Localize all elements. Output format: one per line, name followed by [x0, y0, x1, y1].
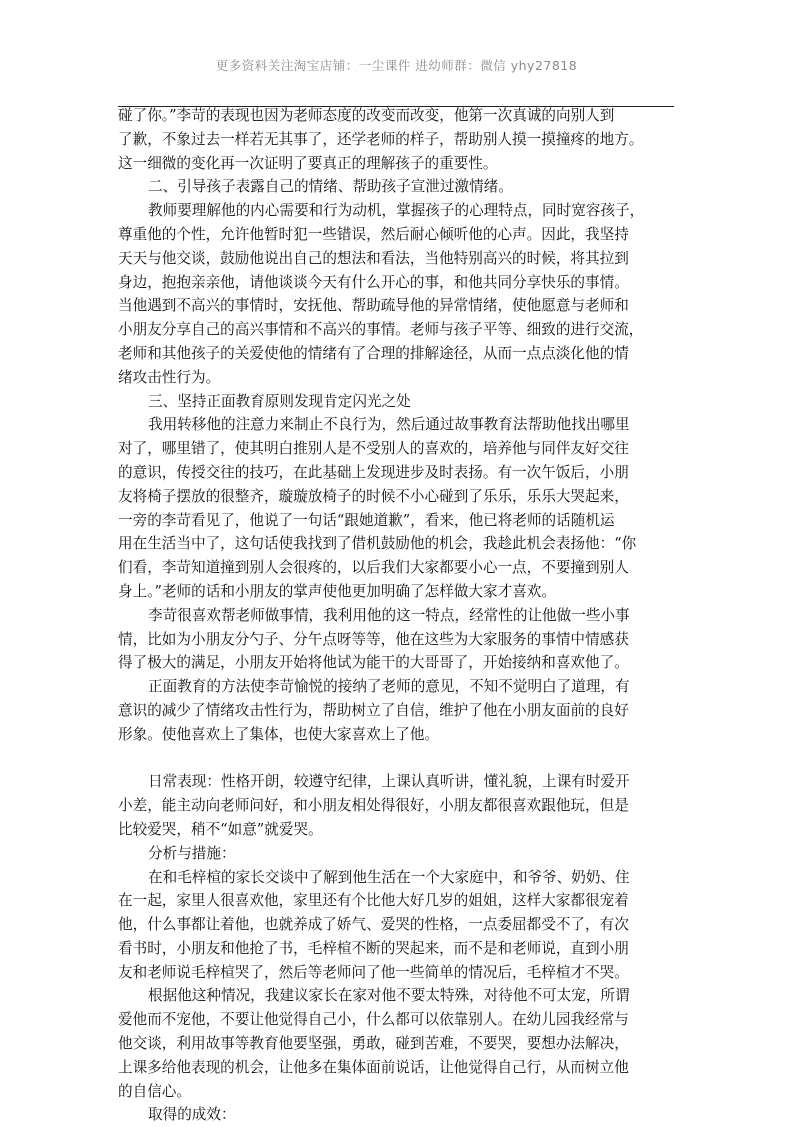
text-line: 爱他而不宠他，不要让他觉得自己小，什么都可以依靠别人。在幼儿园我经常与	[118, 1011, 629, 1029]
text-line: 尊重他的个性，允许他暂时犯一些错误，然后耐心倾听他的心声。因此，我坚持	[118, 225, 629, 243]
text-line: 比较爱哭，稍不“如意”就爱哭。	[118, 820, 323, 838]
text-line: 的自信心。	[118, 1082, 191, 1100]
text-line: 二、引导孩子表露自己的情绪、帮助孩子宣泄过激情绪。	[148, 178, 513, 196]
text-line: 根据他这种情况，我建议家长在家对他不要太特殊，对待他不可太宠，所谓	[148, 987, 630, 1005]
text-line: 他，什么事都让着他，也就养成了娇气、爱哭的性格，一点委屈都受不了，有次	[118, 916, 629, 934]
text-line: 形象。使他喜欢上了集体，也使大家喜欢上了他。	[118, 725, 440, 743]
text-line: 我用转移他的注意力来制止不良行为，然后通过故事教育法帮助他找出哪里	[148, 416, 630, 434]
text-line: 得了极大的满足，小朋友开始将他试为能干的大哥哥了，开始接纳和喜欢他了。	[118, 654, 629, 672]
text-line: 教师要理解他的内心需要和行为动机，掌握孩子的心理特点，同时宽容孩子，	[148, 202, 645, 220]
text-line: 分析与措施：	[148, 844, 236, 862]
text-line: 对了，哪里错了，使其明白推别人是不受别人的喜欢的，培养他与同伴友好交往	[118, 440, 629, 458]
text-line: 们看，李苛知道撞到别人会很疼的，以后我们大家都要小心一点，不要撞到别人	[118, 559, 629, 577]
text-line: 老师和其他孩子的关爱使他的情绪有了合理的排解途径，从而一点点淡化他的情	[118, 344, 629, 362]
text-line: 这一细微的变化再一次证明了要真正的理解孩子的重要性。	[118, 154, 498, 172]
text-line: 一旁的李苛看见了，他说了一句话“跟她道歉”，看来，他已将老师的话随机运	[118, 511, 615, 529]
text-line: 在和毛梓楦的家长交谈中了解到他生活在一个大家庭中，和爷爷、奶奶、住	[148, 868, 630, 886]
text-line: 看书时，小朋友和他抢了书，毛梓楦不断的哭起来，而不是和老师说，直到小朋	[118, 939, 629, 957]
text-line: 李苛很喜欢帮老师做事情，我利用他的这一特点，经常性的让他做一些小事	[148, 606, 630, 624]
text-line: 意识的减少了情绪攻击性行为，帮助树立了自信，维护了他在小朋友面前的良好	[118, 701, 629, 719]
text-line: 天天与他交谈，鼓励他说出自己的想法和看法，当他特别高兴的时候，将其拉到	[118, 249, 629, 267]
blank-line	[118, 747, 678, 771]
text-line: 身边，抱抱亲亲他，请他谈谈今天有什么开心的事，和他共同分享快乐的事情。	[118, 273, 629, 291]
text-line: 了歉，不象过去一样若无其事了，还学老师的样子，帮助别人摸一摸撞疼的地方。	[118, 130, 644, 148]
text-line: 身上。”老师的话和小朋友的掌声使他更加明确了怎样做大家才喜欢。	[118, 582, 556, 600]
text-line: 的意识，传授交往的技巧，在此基础上发现进步及时表扬。有一次午饭后，小朋	[118, 463, 629, 481]
text-line: 取得的成效：	[148, 1106, 236, 1124]
text-line: 正面教育的方法使李苛愉悦的接纳了老师的意见，不知不觉明白了道理，有	[148, 678, 630, 696]
text-line: 他交谈，利用故事等教育他要坚强，勇敢，碰到苦难，不要哭，要想办法解决，	[118, 1035, 629, 1053]
text-line: 在一起，家里人很喜欢他，家里还有个比他大好几岁的姐姐，这样大家都很宠着	[118, 892, 629, 910]
text-line: 情，比如为小朋友分勺子、分午点呀等等，他在这些为大家服务的事情中情感获	[118, 630, 629, 648]
text-line: 绪攻击性行为。	[118, 368, 221, 386]
text-line: 当他遇到不高兴的事情时，安抚他、帮助疏导他的异常情绪，使他愿意与老师和	[118, 297, 629, 315]
text-line: 上课多给他表现的机会，让他多在集体面前说话，让他觉得自己行，从而树立他	[118, 1058, 629, 1076]
text-line: 小差，能主动向老师问好，和小朋友相处得很好，小朋友都很喜欢跟他玩，但是	[118, 797, 629, 815]
document-body	[118, 104, 678, 1127]
text-line: 友和老师说毛梓楦哭了，然后等老师问了他一些简单的情况后，毛梓楦才不哭。	[118, 963, 629, 981]
text-line: 友将椅子摆放的很整齐，璇璇放椅子的时候不小心碰到了乐乐，乐乐大哭起来，	[118, 487, 629, 505]
page-header-watermark: 更多资料关注淘宝店铺：一尘课件 进幼师群：微信 yhy27818	[215, 58, 578, 73]
text-line: 碰了你。”李苛的表现也因为老师态度的改变而改变，他第一次真诚的向别人到	[118, 107, 615, 124]
text-line: 日常表现：性格开朗，较遵守纪律，上课认真听讲，懂礼貌，上课有时爱开	[148, 773, 630, 791]
text-line: 小朋友分享自己的高兴事情和不高兴的事情。老师与孩子平等、细致的进行交流，	[118, 321, 644, 339]
text-line: 三、坚持正面教育原则发现肯定闪光之处	[148, 392, 411, 410]
text-line: 用在生活当中了，这句话使我找到了借机鼓励他的机会，我趁此机会表扬他：“你	[118, 535, 637, 553]
